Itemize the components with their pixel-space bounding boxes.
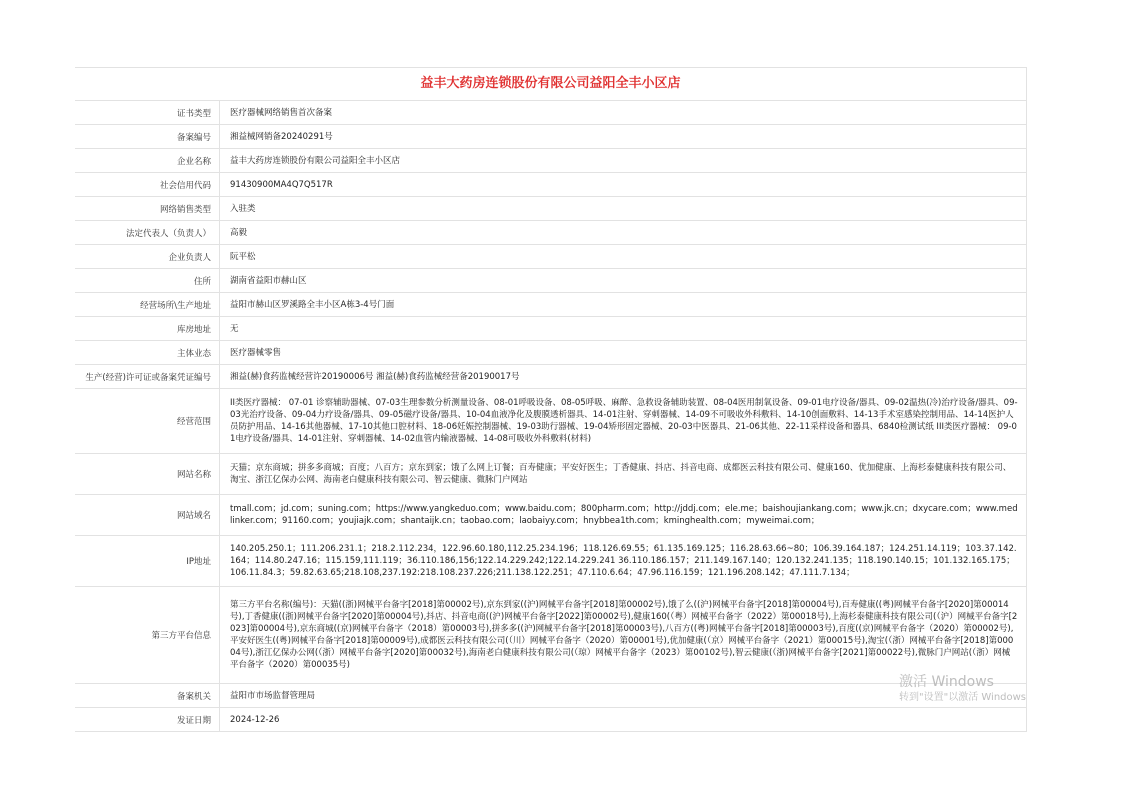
page-title: 益丰大药房连锁股份有限公司益阳全丰小区店 [75,68,1026,101]
credit-code-value: 91430900MA4Q7Q517R [230,179,333,190]
domicile-value: 湖南省益阳市赫山区 [230,275,307,286]
row-ip-addresses [75,536,1026,587]
row-website-domains [75,495,1026,536]
business-scope-label: 经营范围 [75,389,220,453]
row-third-party-platforms [75,587,1026,684]
website-names-label: 网站名称 [75,454,220,494]
row-record-number [75,125,1026,149]
ip-addresses-value: 140.205.250.1；111.206.231.1；218.2.112.234，122.96.60.180,112.25.234.196；118.126.69.55；61.135.169.125；116.28.63.66~80；106.39.164.187；124.251.14.119；103.37.142.164；114.80.247.16；115.159,111.119；36.110.186,156;122.14.229.242;122.14.229.241 36.110.186.157；211.149.167.140；120.132.241.135；118.190.140.15；101.132.165.175；106.11.84.3；59.82.63.65;218.108,237.192:218.108.237.226;211.138.122.251；47.110.6.64；47.96.116.159；121.196.208.142；47.111.7.134； [230,544,1017,578]
legal-rep-value: 高毅 [230,227,248,238]
filing-authority-value: 益阳市市场监督管理局 [230,690,316,701]
warehouse-address-value: 无 [230,323,239,334]
business-address-value: 益阳市赫山区罗溪路全丰小区A栋3-4号门面 [230,299,395,310]
company-name-value: 益丰大药房连锁股份有限公司益阳全丰小区店 [230,155,401,166]
watermark-line-1: 激活 Windows [899,674,994,690]
company-head-value: 阮平松 [230,251,256,262]
row-issue-date [75,708,1026,732]
website-domains-value: tmall.com；jd.com；suning.com；https://www.yangkeduo.com；www.baidu.com；800pharm.com；http://jddj.com；ele.me；baishoujiankang.com；www.jk.cn；dxycare.com；www.medlinker.com；91160.com；youjiajk.com；shantaijk.cn；taobao.com；laobaiyy.com；hnybbea1th.com；kminghealth.com；myweimai.com； [230,504,1018,526]
license-number-value: 湘益(赫)食药监械经营许20190006号 湘益(赫)食药监械经营备20190017号 [230,371,520,382]
record-table [75,67,1027,732]
row-cert-type [75,101,1026,125]
warehouse-address-label: 库房地址 [75,317,220,340]
row-license-number [75,365,1026,389]
website-domains-label: 网站域名 [75,495,220,535]
row-company-name [75,149,1026,173]
company-name-label: 企业名称 [75,149,220,172]
website-names-value: 天猫；京东商城；拼多多商城；百度；八百方；京东到家；饿了么网上订餐；百寿健康；平安好医生；丁香健康、抖店、抖音电商、成都医云科技有限公司、健康160、优加健康、上海杉泰健康科技有限公司、淘宝、浙江亿保办公网、海南老白健康科技有限公司、智云健康、微脉门户网站 [230,463,1012,485]
row-business-scope [75,389,1026,454]
cert-type-label: 证书类型 [75,101,220,124]
domicile-label: 住所 [75,269,220,292]
issue-date-value: 2024-12-26 [230,714,280,725]
license-number-label: 生产(经营)许可证或备案凭证编号 [75,365,220,388]
issue-date-label: 发证日期 [75,708,220,731]
record-number-value: 湘益械网销备20240291号 [230,131,333,142]
row-website-names [75,454,1026,495]
row-business-format [75,341,1026,365]
row-business-address [75,293,1026,317]
sales-type-label: 网络销售类型 [75,197,220,220]
row-warehouse-address [75,317,1026,341]
credit-code-label: 社会信用代码 [75,173,220,196]
row-filing-authority [75,684,1026,708]
watermark-line-2: 转到"设置"以激活 Windows [899,692,1027,703]
filing-authority-label: 备案机关 [75,684,220,707]
record-number-label: 备案编号 [75,125,220,148]
row-sales-type [75,197,1026,221]
third-party-platforms-value: 第三方平台名称(编号)：天猫((浙)网械平台备字[2018]第00002号),京东到家((沪)网械平台备字[2018]第00002号),饿了么((沪)网械平台备字[2018]第00004号),百寿健康((粤)网械平台备字[2020]第00014号),丁香健康((浙)网械平台备字[2020]第00004号),抖店、抖音电商((沪)网械平台备字[2022]第00002号),健康160(（粤）网械平台备字（2022）第00018号),上海杉泰健康科技有限公司(（沪）网械平台备字[2023]第00004号),京东商城((京)网械平台备字（2018）第00003号),拼多多((沪)网械平台备字[2018]第00003号),八百方((粤)网械平台备字[2018]第00003号),百度((京)网械平台备字（2020）第00002号),平安好医生((粤)网械平台备字[2018]第00009号),成都医云科技有限公司(（川）网械平台备字（2020）第00001号),优加健康(（京）网械平台备字（2021）第00015号),淘宝(（浙）网械平台备字[2018]第00004号),浙江亿保办公网(（浙）网械平台备字[2020]第00032号),海南老白健康科技有限公司(（琼）网械平台备字（2023）第00102号),智云健康(（浙)网械平台备字[2021]第00022号),微脉门户网站(（浙）网械平台备字（2020）第00035号) [230,600,1018,670]
row-credit-code [75,173,1026,197]
business-format-label: 主体业态 [75,341,220,364]
third-party-platforms-label: 第三方平台信息 [75,587,220,683]
cert-type-value: 医疗器械网络销售首次备案 [230,107,333,118]
row-company-head [75,245,1026,269]
business-address-label: 经营场所\生产地址 [75,293,220,316]
business-scope-value: II类医疗器械： 07-01 诊察辅助器械、07-03生理参数分析测量设备、08-01呼吸设备、08-05呼吸、麻醉、急救设备辅助装置、08-04医用制氧设备、09-01电疗设备/器具、09-02温热(冷)治疗设备/器具、09-03光治疗设备、09-04力疗设备/器具、09-05磁疗设备/器具、10-04血液净化及腹膜透析器具、14-01注射、穿刺器械、14-09不可吸收外科敷料、14-10创面敷料、14-13手术室感染控制用品、14-14医护人员防护用品、14-16其他器械、17-10其他口腔材料、18-06妊娠控制器械、19-03助行器械、19-04矫形固定器械、20-03中医器具、21-06其他、22-11采样设备和器具、6840检测试纸 III类医疗器械： 09-01电疗设备/器具、14-01注射、穿刺器械、14-02血管内输液器械、14-08可吸收外科敷料(材料) [230,398,1018,444]
row-legal-rep [75,221,1026,245]
sales-type-value: 入驻类 [230,203,256,214]
row-domicile [75,269,1026,293]
ip-addresses-label: IP地址 [75,536,220,586]
legal-rep-label: 法定代表人（负责人） [75,221,220,244]
company-head-label: 企业负责人 [75,245,220,268]
business-format-value: 医疗器械零售 [230,347,282,358]
